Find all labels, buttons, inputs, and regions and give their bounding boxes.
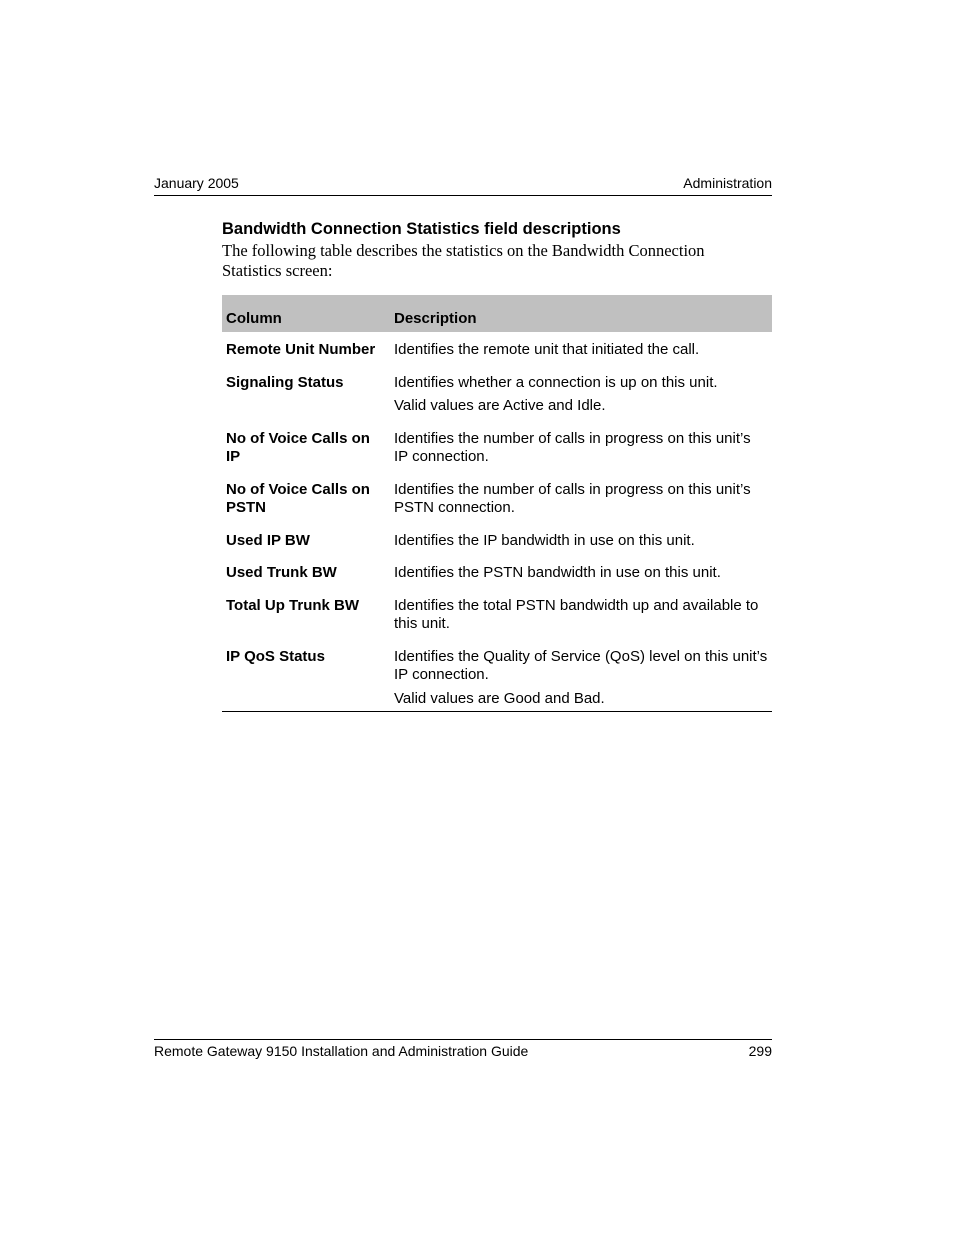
table-row — [222, 564, 772, 597]
valid-values-note: Valid values are Active and Idle. — [394, 397, 606, 414]
table-row — [222, 532, 772, 565]
field-name: Used IP BW — [226, 531, 310, 549]
table-row — [222, 430, 772, 481]
footer-title: Remote Gateway 9150 Installation and Administration Guide — [154, 1043, 529, 1059]
header-date: January 2005 — [154, 175, 239, 191]
field-description — [390, 597, 772, 648]
header-section: Administration — [683, 175, 772, 191]
field-name: No of Voice Calls on PSTN — [226, 480, 370, 516]
description-text: Identifies the Quality of Service (QoS) level on this unit’s IP connection. — [394, 647, 768, 683]
field-description — [390, 332, 772, 374]
valid-values-note: Valid values are Good and Bad. — [394, 689, 605, 707]
running-footer — [154, 1039, 772, 1063]
column-header-column: Column — [222, 295, 390, 332]
description-text: Identifies the remote unit that initiated the call. — [394, 341, 700, 358]
table-header-row — [222, 295, 772, 332]
table-row — [222, 332, 772, 374]
field-name: Signaling Status — [226, 373, 344, 391]
content-section — [222, 219, 772, 281]
page-number: 299 — [748, 1043, 772, 1059]
description-text: Identifies the IP bandwidth in use on this unit. — [394, 531, 695, 549]
table-row — [222, 648, 772, 712]
running-header — [154, 175, 772, 196]
field-description — [390, 430, 772, 481]
description-text: Identifies the number of calls in progress on this unit’s PSTN connection. — [394, 480, 751, 516]
table-row — [222, 481, 772, 532]
table-row — [222, 374, 772, 430]
field-description-table — [222, 295, 772, 712]
description-text: Identifies the PSTN bandwidth in use on this unit. — [394, 564, 721, 581]
column-header-description: Description — [390, 295, 772, 332]
field-name: No of Voice Calls on IP — [226, 429, 370, 465]
field-name: Total Up Trunk BW — [226, 596, 360, 614]
field-description — [390, 564, 772, 597]
description-text: Identifies the number of calls in progress on this unit’s IP connection. — [394, 429, 751, 465]
table-row — [222, 597, 772, 648]
field-name: Used Trunk BW — [226, 564, 337, 581]
field-description — [390, 532, 772, 565]
field-name: IP QoS Status — [226, 647, 325, 665]
field-name: Remote Unit Number — [226, 341, 376, 358]
description-text: Identifies the total PSTN bandwidth up and available to this unit. — [394, 596, 759, 632]
field-description — [390, 374, 772, 430]
section-heading: Bandwidth Connection Statistics field descriptions — [222, 220, 621, 238]
field-description — [390, 481, 772, 532]
intro-paragraph: The following table describes the statistics on the Bandwidth Connection Statistics screen: — [222, 241, 705, 280]
description-text: Identifies whether a connection is up on this unit. — [394, 373, 718, 391]
field-description — [390, 648, 772, 712]
